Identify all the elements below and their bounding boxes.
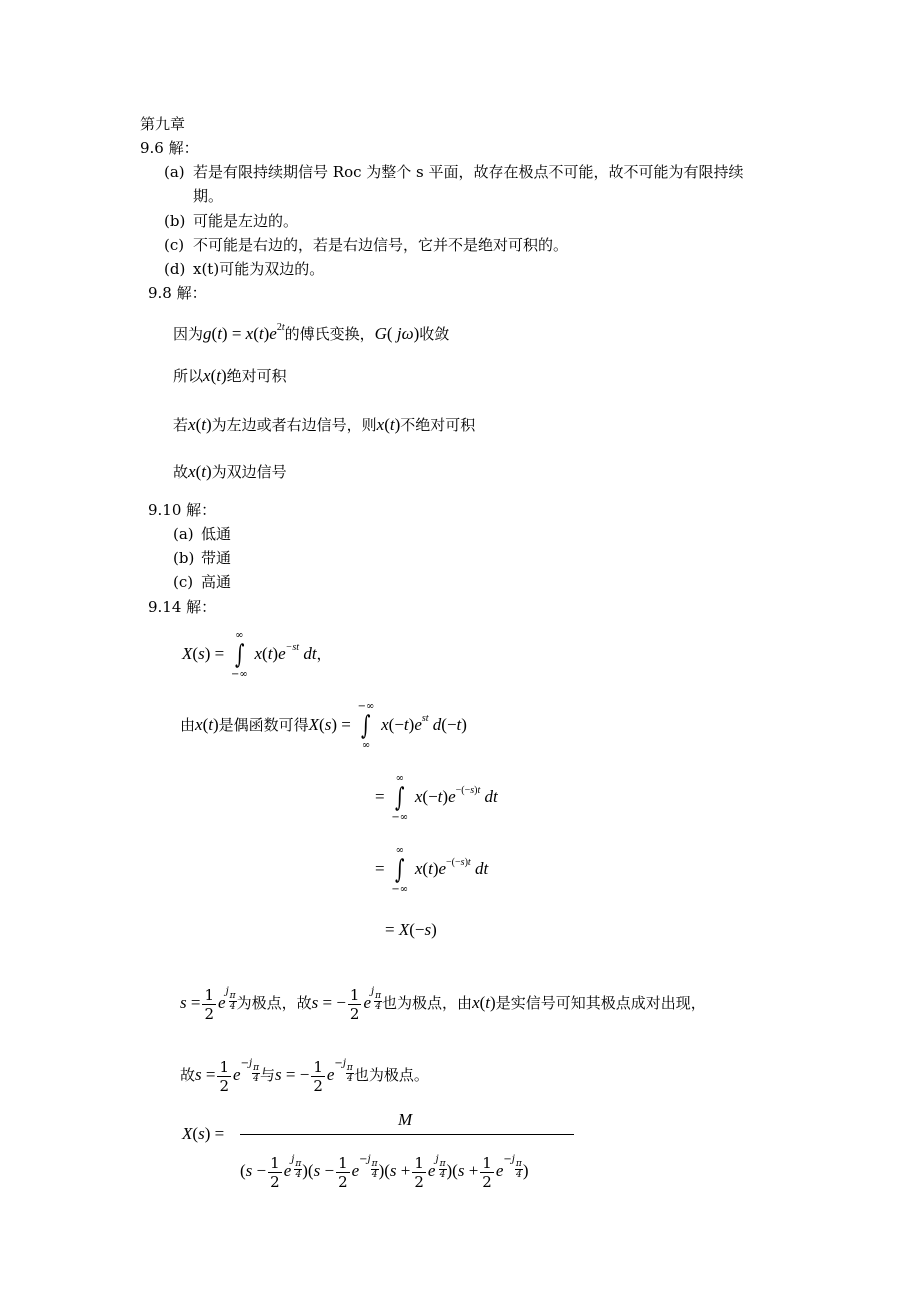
integral-sign: ∞ ∫ −∞ bbox=[230, 630, 248, 680]
equation-final-denominator: (s − $\frac{1}{2}$ e j π 4 )(s − $\frac{1}{2}$ e − j π 4 )(s + $\frac{1}{2}$ e j π 4 )(s + $\frac{1}{2}$ e − j π 4 ) bbox=[240, 1153, 529, 1191]
text-segment: 为双边信号 bbox=[211, 463, 287, 481]
text-segment: 是实信号可知其极点成对出现， bbox=[495, 994, 706, 1012]
integral-sign: ∞ ∫ −∞ bbox=[391, 845, 409, 895]
integral-sign: −∞ ∫ ∞ bbox=[357, 701, 375, 751]
answer-9-10-b-label: (b) bbox=[173, 549, 195, 567]
text-segment: 不绝对可积 bbox=[400, 416, 476, 434]
equation-even-step-2: = ∞ ∫ −∞ $x(-t)e^{-(-s)t}$ dt bbox=[375, 773, 498, 823]
text-segment: 与 bbox=[260, 1066, 276, 1084]
text-segment: 故 bbox=[180, 1066, 196, 1084]
fraction-one-half: $\frac{1}{2}$ bbox=[482, 1153, 492, 1191]
problem-9-14-heading: 9.14 解： bbox=[148, 598, 217, 616]
fraction-one-half: $\frac{1}{2}$ bbox=[313, 1057, 323, 1095]
fraction-one-half: $\frac{1}{2}$ bbox=[338, 1153, 348, 1191]
answer-9-6-c-label: (c) bbox=[164, 236, 185, 254]
answer-9-6-a-text: 若是有限持续期信号 Roc 为整个 s 平面，故存在极点不可能，故不可能为有限持续 bbox=[193, 163, 744, 181]
answer-9-10-c-text: 高通 bbox=[201, 573, 232, 591]
answer-9-8-line-1 bbox=[173, 318, 449, 344]
equation-laplace-definition: X(s) = ∞ ∫ −∞ $x(t)e^{-st}$ dt， bbox=[182, 630, 332, 680]
answer-9-8-line-2 bbox=[173, 366, 287, 386]
text-segment: 因为 bbox=[173, 325, 204, 343]
poles-line-1: s = $\frac{1}{2}$ e j π 4 为极点，故s = − $\frac{1}{2}$ e j π 4 也为极点，由x(t)是实信号可知其极点成对出现， bbox=[180, 985, 706, 1023]
answer-9-6-b-text: 可能是左边的。 bbox=[193, 212, 299, 230]
numerator-M: M bbox=[398, 1110, 413, 1129]
answer-9-10-c-label: (c) bbox=[173, 573, 194, 591]
poles-line-2: 故s = $\frac{1}{2}$ e − j π 4 与s = − $\frac{1}{2}$ e − j π 4 也为极点。 bbox=[180, 1057, 429, 1095]
answer-9-6-d-text: x(t)可能为双边的。 bbox=[193, 260, 325, 278]
equation-even-result: = X(−s) bbox=[385, 920, 437, 939]
text-segment: 为左边或者右边信号，则 bbox=[211, 416, 377, 434]
formula-x-t: x(t) bbox=[376, 415, 401, 434]
fraction-one-half: $\frac{1}{2}$ bbox=[270, 1153, 280, 1191]
formula-x-t: x(t) bbox=[188, 462, 212, 481]
text-segment: 若 bbox=[173, 416, 189, 434]
answer-9-6-a-label: (a) bbox=[164, 163, 185, 181]
formula-x-t: x(t) bbox=[188, 415, 212, 434]
formula-g-t: $g(t) = x(t)e^{2t}$ bbox=[203, 322, 285, 343]
formula-x-t: x(t) bbox=[203, 366, 227, 385]
text-segment: 所以 bbox=[173, 367, 204, 385]
text-segment: 的傅氏变换， bbox=[284, 325, 375, 343]
text-segment: 由 bbox=[180, 716, 196, 734]
text-segment: ， bbox=[316, 645, 332, 663]
text-segment: 为极点，故 bbox=[236, 994, 312, 1012]
text-segment: 绝对可积 bbox=[226, 367, 287, 385]
answer-9-8-line-3 bbox=[173, 415, 475, 435]
integral-sign: ∞ ∫ −∞ bbox=[391, 773, 409, 823]
fraction-one-half: $\frac{1}{2}$ bbox=[414, 1153, 424, 1191]
answer-9-6-d-label: (d) bbox=[164, 260, 186, 278]
fraction-one-half: $\frac{1}{2}$ bbox=[349, 985, 360, 1023]
answer-9-10-a-text: 低通 bbox=[201, 525, 232, 543]
text-segment: 也为极点。 bbox=[353, 1066, 429, 1084]
text-segment: 也为极点，由 bbox=[382, 994, 473, 1012]
answer-9-6-a-text-cont: 期。 bbox=[193, 187, 224, 205]
formula-G-jw: G( jω) bbox=[374, 324, 420, 343]
answer-9-10-b-text: 带通 bbox=[201, 549, 232, 567]
answer-9-6-b-label: (b) bbox=[164, 212, 186, 230]
chapter-title: 第九章 bbox=[140, 115, 186, 133]
fraction-bar bbox=[240, 1134, 574, 1135]
equation-final-lhs: X(s) = bbox=[182, 1124, 225, 1143]
text-segment: 故 bbox=[173, 463, 189, 481]
answer-9-8-line-4 bbox=[173, 462, 287, 482]
fraction-one-half: $\frac{1}{2}$ bbox=[219, 1057, 230, 1095]
answer-9-6-c-text: 不可能是右边的，若是右边信号，它并不是绝对可积的。 bbox=[193, 236, 569, 254]
equation-final-numerator bbox=[398, 1110, 412, 1130]
answer-9-10-a-label: (a) bbox=[173, 525, 194, 543]
text-segment: 是偶函数可得 bbox=[218, 716, 309, 734]
text-segment: 收敛 bbox=[419, 325, 450, 343]
problem-9-8-heading: 9.8 解： bbox=[148, 284, 207, 302]
equation-even-step-3: = ∞ ∫ −∞ $x(t)e^{-(-s)t}$ dt bbox=[375, 845, 489, 895]
problem-9-6-heading: 9.6 解： bbox=[140, 139, 199, 157]
equation-even-step-1: 由x(t)是偶函数可得X(s) = −∞ ∫ ∞ $x(-t)e^{st}$ d(−t) bbox=[180, 701, 467, 751]
fraction-one-half: $\frac{1}{2}$ bbox=[204, 985, 215, 1023]
problem-9-10-heading: 9.10 解： bbox=[148, 501, 217, 519]
